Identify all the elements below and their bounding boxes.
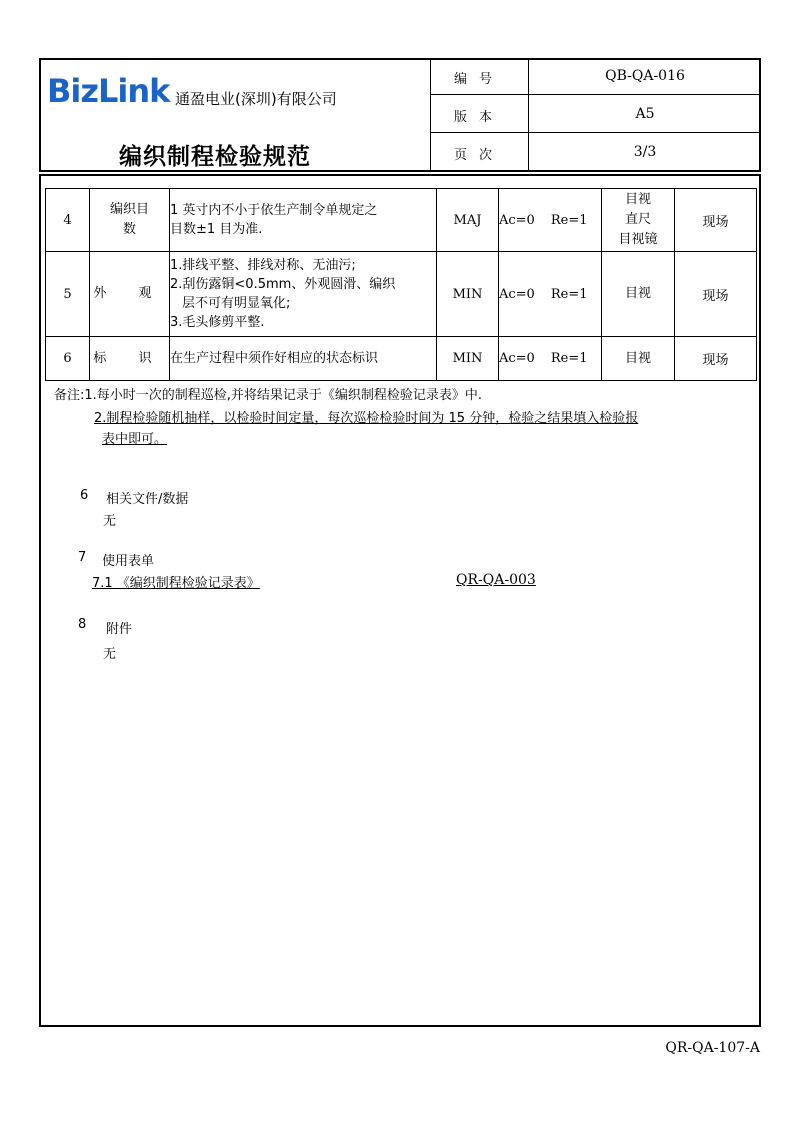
accept-reject <box>499 189 602 252</box>
bizlink-logo: BizLink <box>47 72 170 110</box>
doc-number-label: 编号 <box>453 72 504 87</box>
page-label: 页次 <box>453 148 504 163</box>
standard-line: 1 英寸内不小于依生产制令单规定之 <box>170 203 378 218</box>
form-reference: 7.1 《编织制程检验记录表》 <box>92 576 260 591</box>
reject-value: Re=1 <box>550 212 588 228</box>
accept-value: Ac=0 <box>499 212 535 228</box>
item-line: 数 <box>122 222 136 237</box>
inspection-location: 现场 <box>675 189 757 252</box>
inspection-method: 目视 <box>602 337 675 381</box>
inspection-location: 现场 <box>675 337 757 381</box>
standard-line: 3.毛头修剪平整. <box>170 315 265 330</box>
row-number: 4 <box>46 189 90 252</box>
inspection-item: 标 识 <box>90 337 170 381</box>
standard-line: 2.刮伤露铜<0.5mm、外观圆滑、编织 <box>170 277 396 292</box>
note-prefix: 备注: <box>54 388 85 403</box>
standard-line: 层不可有明显氧化; <box>182 296 291 311</box>
table-row <box>46 337 757 381</box>
document-header <box>39 58 761 172</box>
inspection-item: 外 观 <box>90 252 170 337</box>
section-title: 相关文件/数据 <box>106 492 189 507</box>
header-row-line <box>430 94 759 95</box>
standard-line: 1.排线平整、排线对称、无油污; <box>170 258 356 273</box>
accept-value: Ac=0 <box>499 286 535 302</box>
section-title: 附件 <box>106 622 133 637</box>
item-line: 编织目 <box>109 202 149 217</box>
row-number: 5 <box>46 252 90 337</box>
inspection-standard <box>170 189 437 252</box>
section-number: 6 <box>80 488 89 503</box>
section-content: 无 <box>103 514 117 529</box>
accept-reject <box>499 252 602 337</box>
section-title: 使用表单 <box>102 554 155 569</box>
table-row <box>46 189 757 252</box>
inspection-method <box>602 189 675 252</box>
defect-level: MIN <box>437 252 499 337</box>
form-code: QR-QA-003 <box>456 572 536 588</box>
inspection-standard: 在生产过程中须作好相应的状态标识 <box>170 337 437 381</box>
note-text: 1.每小时一次的制程巡检,并将结果记录于《编织制程检验记录表》中. <box>84 388 483 403</box>
inspection-location: 现场 <box>675 252 757 337</box>
row-number: 6 <box>46 337 90 381</box>
section-number: 8 <box>78 617 87 632</box>
doc-number-value: QB-QA-016 <box>605 68 685 84</box>
accept-value: Ac=0 <box>499 351 535 366</box>
version-label: 版本 <box>453 110 504 125</box>
inspection-table <box>45 188 757 381</box>
method-line: 目视镜 <box>618 232 658 247</box>
accept-reject <box>499 337 602 381</box>
inspection-method: 目视 <box>602 252 675 337</box>
page-value: 3/3 <box>633 144 657 160</box>
method-line: 直尺 <box>624 212 651 227</box>
defect-level: MAJ <box>437 189 499 252</box>
section-content: 无 <box>103 647 117 662</box>
version-value: A5 <box>635 106 655 122</box>
note-line-3: 表中即可。 <box>102 432 168 447</box>
header-row-line <box>430 132 759 133</box>
standard-line: 目数±1 目为准. <box>170 222 263 237</box>
inspection-standard <box>170 252 437 337</box>
document-title: 编织制程检验规范 <box>119 144 311 170</box>
section-number: 7 <box>78 550 87 565</box>
reject-value: Re=1 <box>550 351 588 366</box>
company-name: 通盈电业(深圳)有限公司 <box>175 90 337 108</box>
reject-value: Re=1 <box>550 286 588 302</box>
defect-level: MIN <box>437 337 499 381</box>
note-line-1 <box>54 384 482 403</box>
inspection-item <box>90 189 170 252</box>
method-line: 目视 <box>624 192 651 207</box>
table-row <box>46 252 757 337</box>
footer-form-code: QR-QA-107-A <box>665 1040 760 1056</box>
note-line-2: 2.制程检验随机抽样，以检验时间定量，每次巡检检验时间为 15 分钟，检验之结果填入检验报 <box>94 411 639 426</box>
